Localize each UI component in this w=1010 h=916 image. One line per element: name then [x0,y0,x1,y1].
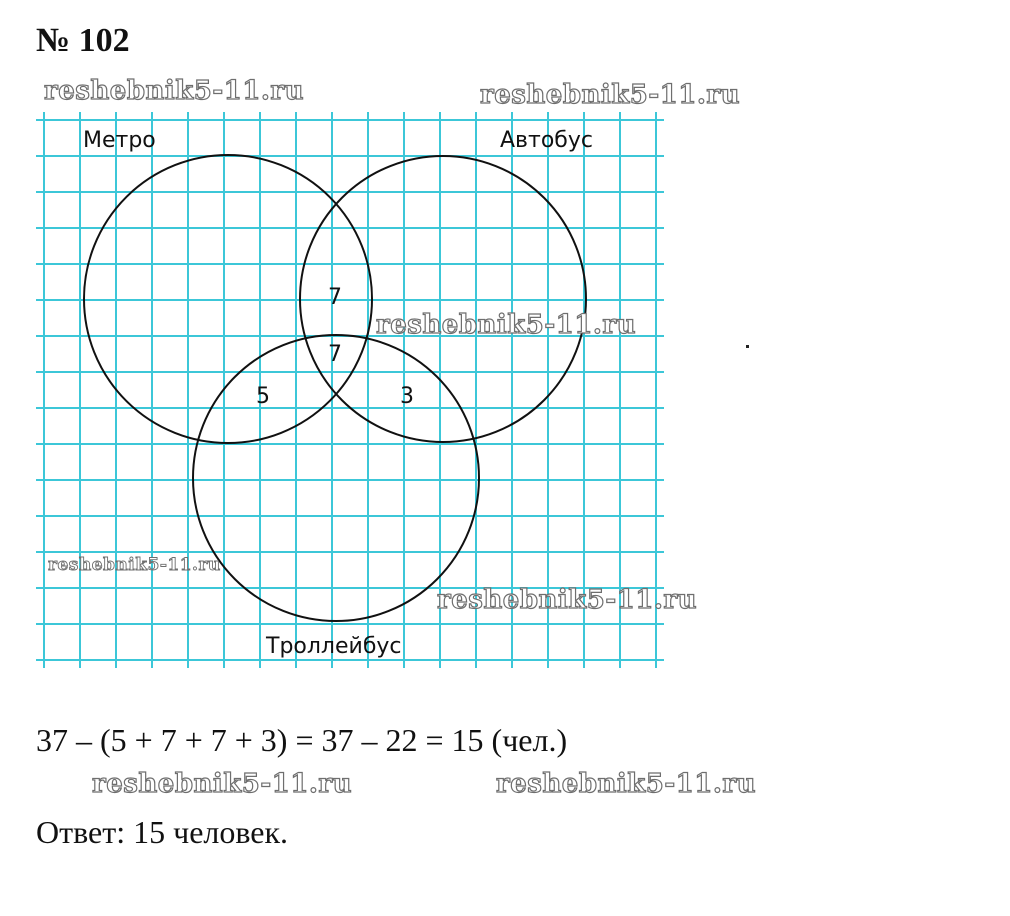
solution-equation: 37 – (5 + 7 + 7 + 3) = 37 – 22 = 15 (чел.) [36,722,568,758]
region-value-all-three: 7 [328,342,342,367]
watermark: reshebnik5-11.ru [496,769,757,799]
circle-label-metro: Метро [83,128,156,153]
circle-label-bus: Автобус [500,128,593,153]
watermark: reshebnik5-11.ru [437,585,698,615]
answer-text: Ответ: 15 человек. [36,814,289,850]
stray-dot [746,345,749,348]
circle-trolleybus [193,335,479,621]
watermark: reshebnik5-11.ru [92,769,353,799]
circle-label-trolleybus: Троллейбус [266,634,402,659]
watermark: reshebnik5-11.ru [376,310,637,340]
region-value-metro-bus: 7 [328,285,342,310]
problem-number: № 102 [36,22,130,59]
watermark: reshebnik5-11.ru [480,80,741,110]
region-value-bus-trolleybus: 3 [400,384,414,409]
region-value-metro-trolleybus: 5 [256,384,270,409]
watermark: reshebnik5-11.ru [48,555,221,575]
watermark: reshebnik5-11.ru [44,76,305,106]
